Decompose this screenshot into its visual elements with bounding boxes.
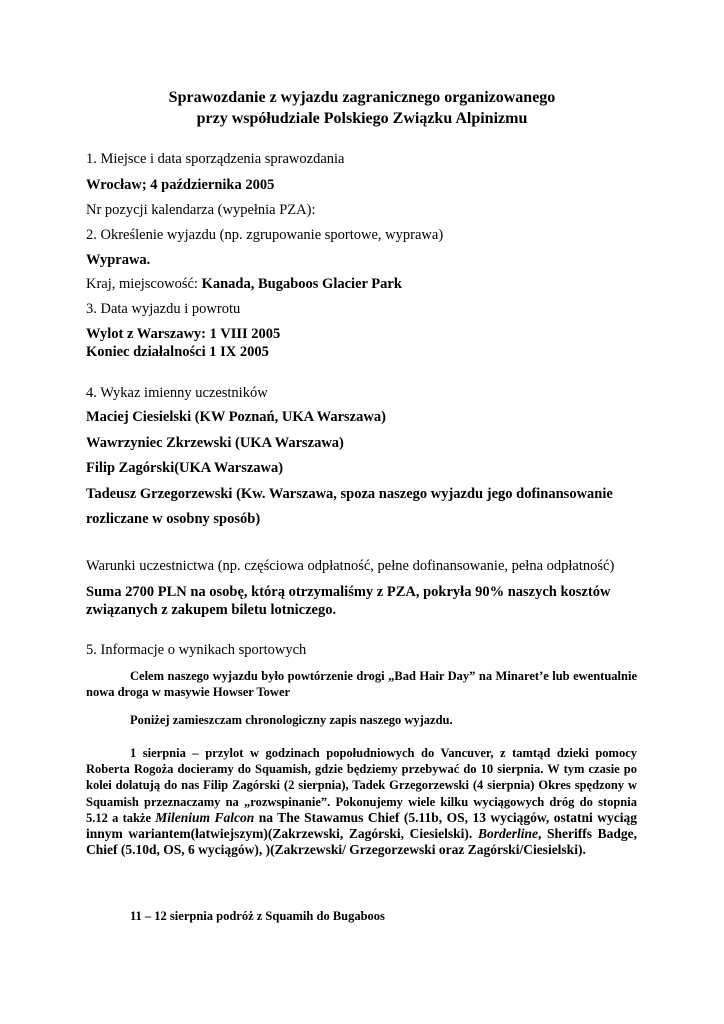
participant-item: Maciej Ciesielski (KW Poznań, UKA Warszawa) [86, 409, 386, 425]
route-name-borderline: Borderline [477, 826, 538, 842]
document-title-line-2: przy współudziale Polskiego Związku Alpinizmu [196, 110, 528, 127]
conditions-value-line-1: Suma 2700 PLN na osobę, którą otrzymaliśmy z PZA, pokryła 90% naszych kosztów [86, 584, 611, 600]
participant-item: Tadeusz Grzegorzewski (Kw. Warszawa, spoza naszego wyjazdu jego dofinansowanie [86, 486, 613, 502]
section-5-label: 5. Informacje o wynikach sportowych [86, 642, 307, 658]
section-1-label: 1. Miejsce i data sporządzenia sprawozdania [86, 151, 345, 167]
conditions-label: Warunki uczestnictwa (np. częściowa odpłatność, pełne dofinansowanie, pełna odpłatność) [86, 558, 615, 574]
section-2-label: 2. Określenie wyjazdu (np. zgrupowanie sportowe, wyprawa) [86, 227, 444, 243]
section-3-label: 3. Data wyjazdu i powrotu [86, 301, 241, 317]
chronology-intro: Poniżej zamieszczam chronologiczny zapis naszego wyjazdu. [130, 713, 453, 727]
country-line [86, 275, 402, 293]
route-name-milenium-falcon: Milenium Falcon [155, 809, 255, 825]
calendar-number-label: Nr pozycji kalendarza (wypełnia PZA): [86, 202, 316, 218]
august-11-12-paragraph: 11 – 12 sierpnia podróż z Squamih do Bugaboos [130, 909, 385, 923]
august-1-text-c: , Sheriffs Badge, Chief (5.10d, OS, 6 wyciągów), )(Zakrzewski/ Grzegorzewski oraz Zagórski/Ciesielski). [86, 826, 637, 858]
august-1-paragraph [86, 745, 637, 858]
section-1-value: Wrocław; 4 października 2005 [86, 177, 275, 193]
country-value: Kanada, Bugaboos Glacier Park [201, 276, 402, 292]
participant-item: Filip Zagórski(UKA Warszawa) [86, 460, 284, 476]
goal-paragraph: Celem naszego wyjazdu było powtórzenie drogi „Bad Hair Day” na Minaret’e lub ewentualnie nowa droga w masywie Howser Tower [86, 669, 637, 700]
end-date: Koniec działalności 1 IX 2005 [86, 344, 269, 360]
participant-item-continuation: rozliczane w osobny sposób) [86, 511, 261, 527]
august-1-text-b: na The Stawamus Chief (5.11b, OS, 13 wyciągów, ostatni wyciąg innym wariantem(łatwiejszym)(Zakrzewski, Zagórski, Ciesielski). [86, 809, 637, 842]
section-4-label: 4. Wykaz imienny uczestników [86, 385, 268, 401]
country-label: Kraj, miejscowość: [86, 276, 202, 292]
conditions-value-line-2: związanych z zakupem biletu lotniczego. [86, 602, 337, 618]
document-title-line-1: Sprawozdanie z wyjazdu zagranicznego organizowanego [168, 89, 556, 106]
participant-item: Wawrzyniec Zkrzewski (UKA Warszawa) [86, 435, 344, 451]
august-1-text-a: 1 sierpnia – przylot w godzinach popołudniowych do Vancuver, z tamtąd dzieki pomocy Roberta Rogoża docieramy do Squamish, gdzie będziemy przebywać do 10 sierpnia. W tym czasie po kolei dolatują do nas Filip Zagórski (2 sierpnia), Tadek Grzegorzewski (4 sierpnia) Okres spędzony w Squamish przeznaczamy na „rozwspinanie”. Pokonujemy wiele kilku wyciągowych dróg do stopnia 5.12 a także [86, 746, 637, 825]
section-2-value: Wyprawa. [86, 252, 151, 268]
departure-date: Wylot z Warszawy: 1 VIII 2005 [86, 326, 281, 342]
